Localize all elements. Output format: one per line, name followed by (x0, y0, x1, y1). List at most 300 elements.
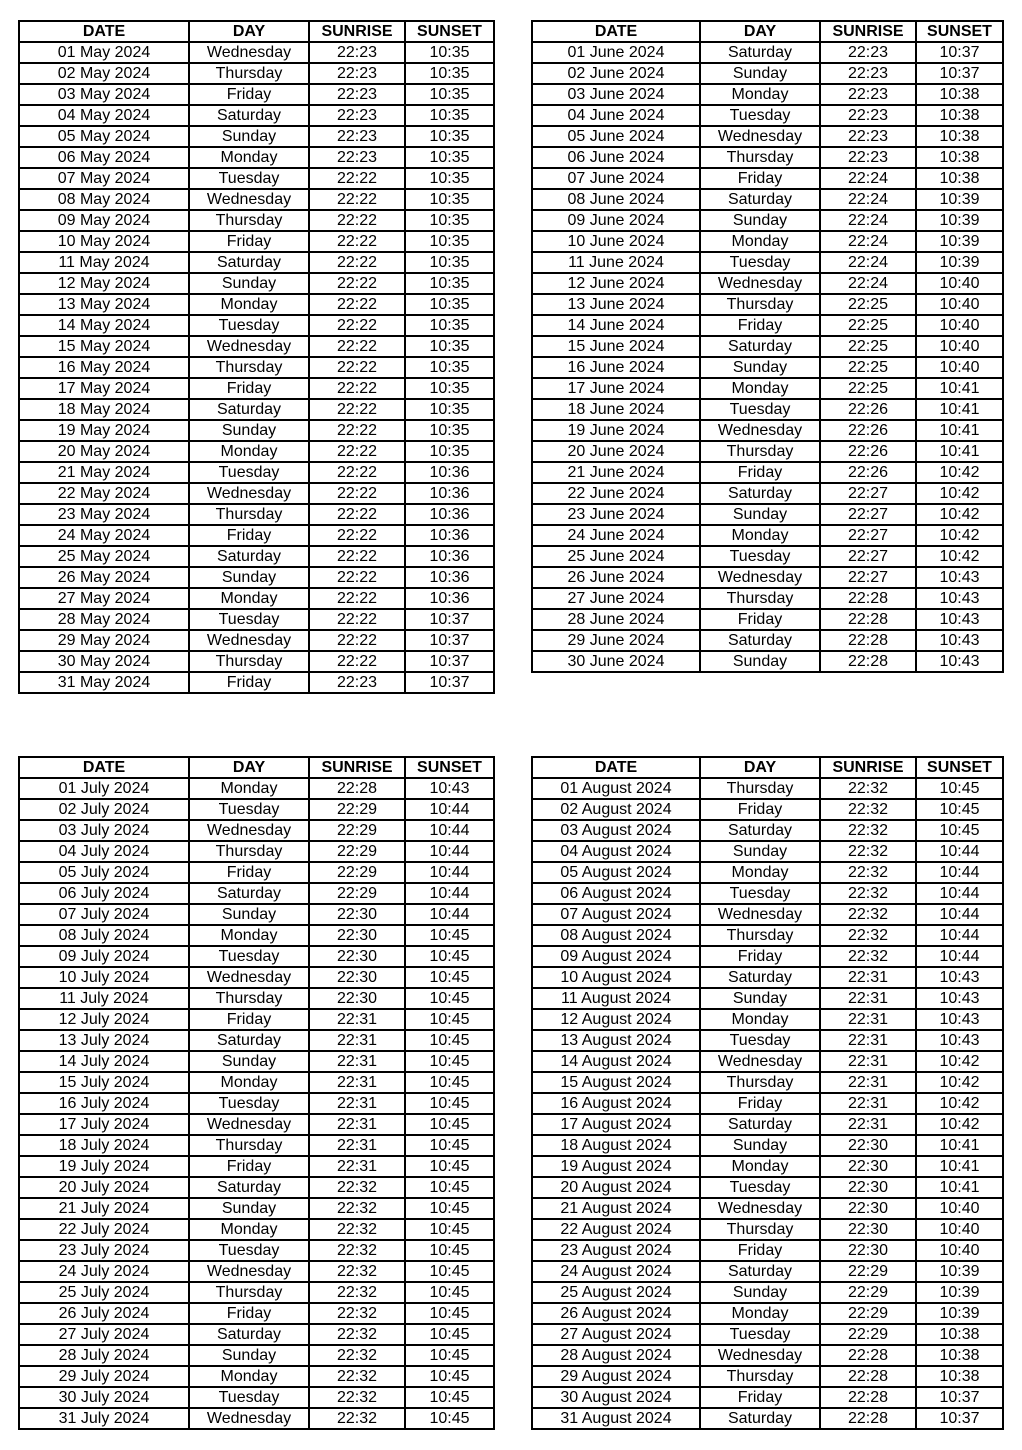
day-cell: Thursday (189, 1282, 309, 1303)
sunset-cell: 10:44 (916, 841, 1003, 862)
sunset-cell: 10:36 (405, 483, 494, 504)
sunrise-cell: 22:32 (309, 1198, 405, 1219)
sunrise-cell: 22:32 (309, 1240, 405, 1261)
column-header-day: DAY (189, 757, 309, 778)
table-row (19, 799, 494, 820)
table-row (19, 462, 494, 483)
sunrise-cell: 22:25 (820, 294, 916, 315)
date-cell: 10 July 2024 (19, 967, 189, 988)
table-row (532, 546, 1003, 567)
table-header (532, 21, 1003, 42)
date-cell: 19 July 2024 (19, 1156, 189, 1177)
date-cell: 04 May 2024 (19, 105, 189, 126)
table-row (532, 630, 1003, 651)
sunrise-cell: 22:24 (820, 231, 916, 252)
day-cell: Wednesday (700, 420, 820, 441)
date-cell: 23 August 2024 (532, 1240, 700, 1261)
sunset-cell: 10:45 (405, 1051, 494, 1072)
sunset-cell: 10:35 (405, 147, 494, 168)
day-cell: Tuesday (700, 546, 820, 567)
day-cell: Wednesday (189, 1114, 309, 1135)
date-cell: 08 August 2024 (532, 925, 700, 946)
date-cell: 21 August 2024 (532, 1198, 700, 1219)
sunrise-cell: 22:22 (309, 462, 405, 483)
sunset-cell: 10:45 (405, 1219, 494, 1240)
date-cell: 16 June 2024 (532, 357, 700, 378)
date-cell: 21 May 2024 (19, 462, 189, 483)
date-cell: 12 July 2024 (19, 1009, 189, 1030)
sunrise-cell: 22:24 (820, 168, 916, 189)
table-row (19, 273, 494, 294)
sunset-cell: 10:43 (916, 567, 1003, 588)
sunset-cell: 10:40 (916, 336, 1003, 357)
table-row (19, 778, 494, 799)
table-row (19, 252, 494, 273)
sunrise-cell: 22:22 (309, 357, 405, 378)
sunset-cell: 10:45 (405, 1177, 494, 1198)
day-cell: Thursday (189, 841, 309, 862)
sunset-cell: 10:44 (405, 799, 494, 820)
day-cell: Tuesday (700, 105, 820, 126)
date-cell: 10 June 2024 (532, 231, 700, 252)
sunrise-cell: 22:30 (820, 1240, 916, 1261)
sunset-cell: 10:45 (405, 946, 494, 967)
table-row (532, 1408, 1003, 1429)
header-row (532, 21, 1003, 42)
date-cell: 30 May 2024 (19, 651, 189, 672)
day-cell: Wednesday (700, 567, 820, 588)
date-cell: 07 August 2024 (532, 904, 700, 925)
sunrise-cell: 22:22 (309, 483, 405, 504)
sunrise-cell: 22:32 (820, 946, 916, 967)
sunset-cell: 10:43 (916, 630, 1003, 651)
sunrise-cell: 22:23 (309, 84, 405, 105)
date-cell: 14 May 2024 (19, 315, 189, 336)
table-row (532, 399, 1003, 420)
day-cell: Saturday (189, 1177, 309, 1198)
date-cell: 04 August 2024 (532, 841, 700, 862)
date-cell: 21 June 2024 (532, 462, 700, 483)
day-cell: Monday (189, 441, 309, 462)
sunset-cell: 10:39 (916, 1261, 1003, 1282)
table-row (19, 820, 494, 841)
day-cell: Thursday (189, 63, 309, 84)
column-header-date: DATE (532, 757, 700, 778)
table-row (19, 841, 494, 862)
table-row (19, 315, 494, 336)
day-cell: Wednesday (700, 1051, 820, 1072)
sunset-cell: 10:45 (405, 1261, 494, 1282)
sunset-cell: 10:38 (916, 84, 1003, 105)
table-row (532, 1282, 1003, 1303)
date-cell: 16 August 2024 (532, 1093, 700, 1114)
table-row (19, 126, 494, 147)
day-cell: Saturday (700, 1408, 820, 1429)
sunrise-cell: 22:23 (309, 63, 405, 84)
sunrise-cell: 22:28 (820, 1387, 916, 1408)
day-cell: Sunday (189, 420, 309, 441)
sunrise-cell: 22:28 (820, 588, 916, 609)
sunset-cell: 10:36 (405, 504, 494, 525)
header-row (19, 21, 494, 42)
date-cell: 19 May 2024 (19, 420, 189, 441)
day-cell: Tuesday (189, 609, 309, 630)
date-cell: 05 July 2024 (19, 862, 189, 883)
column-header-date: DATE (19, 757, 189, 778)
table-row (19, 1156, 494, 1177)
table-row (532, 1072, 1003, 1093)
date-cell: 04 June 2024 (532, 105, 700, 126)
day-cell: Tuesday (700, 399, 820, 420)
sunset-cell: 10:35 (405, 336, 494, 357)
sunrise-cell: 22:23 (820, 126, 916, 147)
table-july (18, 756, 495, 1430)
date-cell: 02 August 2024 (532, 799, 700, 820)
date-cell: 28 August 2024 (532, 1345, 700, 1366)
day-cell: Saturday (189, 105, 309, 126)
sunset-cell: 10:36 (405, 546, 494, 567)
sunrise-cell: 22:22 (309, 231, 405, 252)
table-row (532, 967, 1003, 988)
day-cell: Sunday (700, 504, 820, 525)
sunset-cell: 10:43 (916, 967, 1003, 988)
table-row (19, 378, 494, 399)
date-cell: 14 August 2024 (532, 1051, 700, 1072)
table-row (532, 168, 1003, 189)
sunset-cell: 10:36 (405, 462, 494, 483)
table-row (19, 651, 494, 672)
sunset-cell: 10:37 (916, 1387, 1003, 1408)
day-cell: Tuesday (189, 799, 309, 820)
date-cell: 11 July 2024 (19, 988, 189, 1009)
table-row (19, 862, 494, 883)
day-cell: Friday (700, 315, 820, 336)
sunrise-cell: 22:27 (820, 567, 916, 588)
sunset-cell: 10:42 (916, 1093, 1003, 1114)
sunrise-cell: 22:22 (309, 315, 405, 336)
day-cell: Sunday (189, 567, 309, 588)
date-cell: 09 August 2024 (532, 946, 700, 967)
table-row (19, 967, 494, 988)
day-cell: Saturday (700, 1261, 820, 1282)
table-body (532, 42, 1003, 672)
table-row (19, 525, 494, 546)
column-header-sunset: SUNSET (405, 757, 494, 778)
day-cell: Tuesday (700, 1324, 820, 1345)
sunrise-cell: 22:23 (309, 42, 405, 63)
column-header-sunset: SUNSET (916, 757, 1003, 778)
table-row (19, 988, 494, 1009)
sunrise-cell: 22:22 (309, 546, 405, 567)
day-cell: Saturday (189, 1324, 309, 1345)
sunrise-cell: 22:31 (820, 967, 916, 988)
sunset-cell: 10:39 (916, 1303, 1003, 1324)
sunset-cell: 10:43 (916, 1030, 1003, 1051)
sunrise-cell: 22:22 (309, 189, 405, 210)
date-cell: 22 July 2024 (19, 1219, 189, 1240)
sunrise-cell: 22:30 (820, 1156, 916, 1177)
date-cell: 06 June 2024 (532, 147, 700, 168)
table-row (19, 42, 494, 63)
sunset-cell: 10:38 (916, 105, 1003, 126)
day-cell: Monday (189, 925, 309, 946)
sunrise-cell: 22:22 (309, 441, 405, 462)
day-cell: Monday (189, 778, 309, 799)
sunrise-cell: 22:30 (820, 1177, 916, 1198)
table-row (532, 252, 1003, 273)
date-cell: 01 May 2024 (19, 42, 189, 63)
day-cell: Thursday (700, 1219, 820, 1240)
sunset-cell: 10:36 (405, 525, 494, 546)
sunrise-cell: 22:29 (309, 799, 405, 820)
day-cell: Thursday (700, 441, 820, 462)
table-row (19, 1303, 494, 1324)
day-cell: Saturday (700, 820, 820, 841)
sunrise-cell: 22:22 (309, 210, 405, 231)
date-cell: 29 June 2024 (532, 630, 700, 651)
date-cell: 02 May 2024 (19, 63, 189, 84)
table-row (532, 1240, 1003, 1261)
sunset-cell: 10:45 (405, 1345, 494, 1366)
day-cell: Wednesday (189, 189, 309, 210)
day-cell: Wednesday (700, 1345, 820, 1366)
date-cell: 14 June 2024 (532, 315, 700, 336)
day-cell: Saturday (700, 189, 820, 210)
date-cell: 29 May 2024 (19, 630, 189, 651)
sunset-cell: 10:35 (405, 441, 494, 462)
date-cell: 25 August 2024 (532, 1282, 700, 1303)
sunrise-cell: 22:22 (309, 273, 405, 294)
table-row (19, 1093, 494, 1114)
sunrise-cell: 22:30 (820, 1219, 916, 1240)
day-cell: Thursday (700, 778, 820, 799)
date-cell: 22 August 2024 (532, 1219, 700, 1240)
sunset-cell: 10:38 (916, 1366, 1003, 1387)
sunset-cell: 10:41 (916, 1177, 1003, 1198)
day-cell: Monday (189, 147, 309, 168)
table-august (531, 756, 1004, 1430)
column-header-sunrise: SUNRISE (309, 757, 405, 778)
table-row (532, 273, 1003, 294)
sunset-cell: 10:45 (916, 778, 1003, 799)
day-cell: Sunday (700, 210, 820, 231)
sunset-cell: 10:39 (916, 1282, 1003, 1303)
day-cell: Tuesday (189, 1240, 309, 1261)
table-row (532, 1009, 1003, 1030)
table-row (19, 63, 494, 84)
sunset-cell: 10:35 (405, 315, 494, 336)
sunset-cell: 10:42 (916, 525, 1003, 546)
sunset-cell: 10:35 (405, 168, 494, 189)
table-row (532, 1261, 1003, 1282)
day-cell: Tuesday (700, 252, 820, 273)
date-cell: 10 May 2024 (19, 231, 189, 252)
table-row (19, 336, 494, 357)
sunrise-cell: 22:31 (820, 1093, 916, 1114)
sunset-cell: 10:45 (405, 967, 494, 988)
day-cell: Sunday (700, 357, 820, 378)
column-header-sunrise: SUNRISE (820, 757, 916, 778)
day-cell: Sunday (700, 1135, 820, 1156)
sunset-cell: 10:37 (405, 672, 494, 693)
sunrise-cell: 22:30 (820, 1135, 916, 1156)
sunset-cell: 10:41 (916, 441, 1003, 462)
day-cell: Friday (189, 862, 309, 883)
sunset-cell: 10:40 (916, 315, 1003, 336)
day-cell: Thursday (189, 357, 309, 378)
date-cell: 22 May 2024 (19, 483, 189, 504)
day-cell: Saturday (700, 1114, 820, 1135)
day-cell: Saturday (189, 546, 309, 567)
sunset-cell: 10:35 (405, 63, 494, 84)
sunset-cell: 10:41 (916, 420, 1003, 441)
sunset-cell: 10:35 (405, 357, 494, 378)
sunset-cell: 10:45 (405, 1135, 494, 1156)
header-row (19, 757, 494, 778)
date-cell: 27 August 2024 (532, 1324, 700, 1345)
sunrise-cell: 22:24 (820, 273, 916, 294)
day-cell: Monday (700, 1303, 820, 1324)
sunrise-cell: 22:23 (309, 126, 405, 147)
table-row (19, 1135, 494, 1156)
day-cell: Thursday (700, 1366, 820, 1387)
sunset-cell: 10:38 (916, 126, 1003, 147)
sunrise-cell: 22:31 (820, 1114, 916, 1135)
table-header (532, 757, 1003, 778)
date-cell: 19 August 2024 (532, 1156, 700, 1177)
table-row (19, 231, 494, 252)
day-cell: Tuesday (700, 883, 820, 904)
table-row (532, 1198, 1003, 1219)
table-row (532, 778, 1003, 799)
sunrise-cell: 22:29 (309, 862, 405, 883)
date-cell: 24 June 2024 (532, 525, 700, 546)
sunrise-cell: 22:28 (820, 1408, 916, 1429)
day-cell: Wednesday (189, 42, 309, 63)
day-cell: Wednesday (700, 273, 820, 294)
sunset-cell: 10:45 (405, 925, 494, 946)
table-row (532, 1114, 1003, 1135)
date-cell: 23 May 2024 (19, 504, 189, 525)
sunset-cell: 10:40 (916, 273, 1003, 294)
date-cell: 16 May 2024 (19, 357, 189, 378)
day-cell: Thursday (700, 925, 820, 946)
table-row (532, 462, 1003, 483)
day-cell: Tuesday (700, 1177, 820, 1198)
table-row (532, 483, 1003, 504)
table-row (19, 1051, 494, 1072)
sunset-cell: 10:35 (405, 84, 494, 105)
column-header-sunset: SUNSET (405, 21, 494, 42)
sunset-cell: 10:37 (405, 651, 494, 672)
sunrise-cell: 22:25 (820, 315, 916, 336)
table-row (532, 1345, 1003, 1366)
day-cell: Tuesday (189, 1093, 309, 1114)
date-cell: 01 August 2024 (532, 778, 700, 799)
sunrise-cell: 22:30 (820, 1198, 916, 1219)
sunset-cell: 10:41 (916, 378, 1003, 399)
sunrise-cell: 22:28 (820, 630, 916, 651)
day-cell: Monday (700, 231, 820, 252)
sunset-cell: 10:40 (916, 357, 1003, 378)
sunrise-cell: 22:29 (309, 820, 405, 841)
date-cell: 17 May 2024 (19, 378, 189, 399)
day-cell: Wednesday (189, 630, 309, 651)
table-row (19, 1177, 494, 1198)
sunrise-cell: 22:32 (309, 1282, 405, 1303)
sunset-cell: 10:44 (405, 883, 494, 904)
date-cell: 02 June 2024 (532, 63, 700, 84)
date-cell: 09 July 2024 (19, 946, 189, 967)
day-cell: Wednesday (189, 336, 309, 357)
sunrise-cell: 22:22 (309, 588, 405, 609)
sunrise-cell: 22:22 (309, 378, 405, 399)
sunrise-cell: 22:31 (309, 1093, 405, 1114)
sunrise-cell: 22:29 (820, 1282, 916, 1303)
date-cell: 26 May 2024 (19, 567, 189, 588)
table-row (19, 357, 494, 378)
day-cell: Monday (189, 1219, 309, 1240)
sunset-cell: 10:39 (916, 231, 1003, 252)
table-row (532, 588, 1003, 609)
sunrise-cell: 22:30 (309, 967, 405, 988)
day-cell: Friday (700, 168, 820, 189)
day-cell: Wednesday (189, 967, 309, 988)
sunset-cell: 10:41 (916, 399, 1003, 420)
day-cell: Wednesday (700, 126, 820, 147)
date-cell: 26 June 2024 (532, 567, 700, 588)
date-cell: 03 July 2024 (19, 820, 189, 841)
table-row (532, 799, 1003, 820)
sunrise-cell: 22:32 (309, 1345, 405, 1366)
sunrise-cell: 22:32 (820, 799, 916, 820)
sunset-cell: 10:41 (916, 1156, 1003, 1177)
table-row (532, 820, 1003, 841)
date-cell: 20 August 2024 (532, 1177, 700, 1198)
table-row (532, 567, 1003, 588)
date-cell: 08 June 2024 (532, 189, 700, 210)
sunset-cell: 10:44 (405, 841, 494, 862)
date-cell: 20 July 2024 (19, 1177, 189, 1198)
sunrise-cell: 22:32 (820, 883, 916, 904)
sunset-cell: 10:45 (405, 1198, 494, 1219)
day-cell: Wednesday (189, 820, 309, 841)
sunrise-cell: 22:23 (309, 147, 405, 168)
table-row (532, 441, 1003, 462)
day-cell: Thursday (189, 988, 309, 1009)
date-cell: 31 August 2024 (532, 1408, 700, 1429)
date-cell: 27 June 2024 (532, 588, 700, 609)
date-cell: 13 July 2024 (19, 1030, 189, 1051)
table-row (532, 946, 1003, 967)
sunrise-cell: 22:32 (309, 1261, 405, 1282)
sunset-cell: 10:44 (405, 862, 494, 883)
date-cell: 06 August 2024 (532, 883, 700, 904)
table-row (19, 189, 494, 210)
sunrise-cell: 22:28 (820, 609, 916, 630)
sunset-cell: 10:43 (916, 651, 1003, 672)
sunset-cell: 10:44 (405, 820, 494, 841)
sunset-cell: 10:35 (405, 105, 494, 126)
table-row (532, 904, 1003, 925)
day-cell: Friday (189, 525, 309, 546)
table-row (532, 841, 1003, 862)
table-june (531, 20, 1004, 673)
date-cell: 17 June 2024 (532, 378, 700, 399)
sunrise-cell: 22:22 (309, 567, 405, 588)
day-cell: Monday (700, 862, 820, 883)
sunrise-cell: 22:29 (309, 841, 405, 862)
